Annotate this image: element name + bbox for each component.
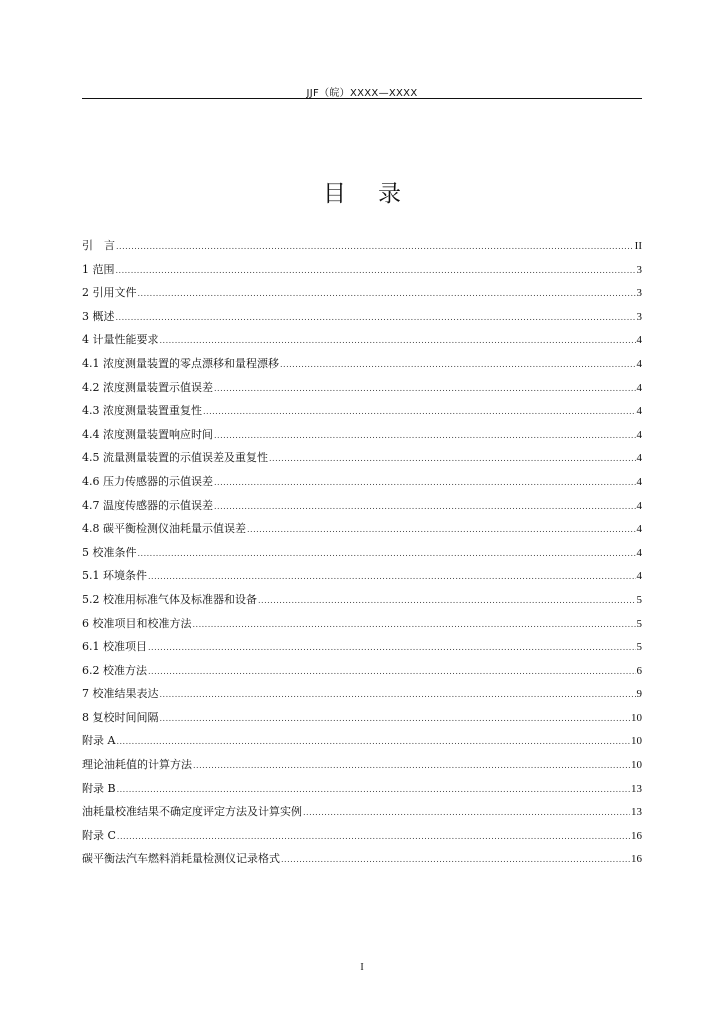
toc-entry-page: 4 <box>636 475 642 488</box>
toc-entry[interactable] <box>82 284 642 308</box>
toc-entry-label: 油耗量校准结果不确定度评定方法及计算实例 <box>82 805 302 819</box>
toc-entry-page: 3 <box>636 310 642 323</box>
toc-entry[interactable] <box>82 402 642 426</box>
toc-entry-page: 10 <box>631 759 642 772</box>
toc-entry-label: 1 范围 <box>82 262 115 276</box>
toc-entry[interactable] <box>82 426 642 450</box>
toc-leader-dots <box>214 427 636 445</box>
toc-entry[interactable] <box>82 497 642 521</box>
toc-leader-dots <box>214 474 636 492</box>
toc-entry-page: 13 <box>631 806 642 819</box>
toc-entry[interactable] <box>82 355 642 379</box>
toc-entry[interactable] <box>82 732 642 756</box>
toc-entry[interactable] <box>82 379 642 403</box>
toc-entry-label: 6.1 校准项目 <box>82 640 147 654</box>
toc-leader-dots <box>138 545 636 563</box>
toc-entry[interactable] <box>82 308 642 332</box>
toc-leader-dots <box>117 781 630 799</box>
toc-leader-dots <box>138 285 636 303</box>
toc-entry-label: 8 复校时间间隔 <box>82 710 159 724</box>
toc-entry[interactable] <box>82 780 642 804</box>
toc-entry-label: 3 概述 <box>82 309 115 323</box>
toc-entry-page: 4 <box>636 546 642 559</box>
toc-entry[interactable] <box>82 544 642 568</box>
toc-entry-page: 9 <box>636 688 642 701</box>
table-of-contents <box>82 237 642 874</box>
toc-entry-label: 4.7 温度传感器的示值误差 <box>82 498 213 512</box>
toc-leader-dots <box>214 498 636 516</box>
toc-entry-label: 7 校准结果表达 <box>82 687 159 701</box>
toc-entry-page: II <box>634 240 642 252</box>
toc-entry[interactable] <box>82 850 642 874</box>
toc-entry-page: 4 <box>636 381 642 394</box>
toc-entry-page: 5 <box>636 617 642 630</box>
toc-leader-dots <box>117 828 630 846</box>
toc-entry-label: 4.2 浓度测量装置示值误差 <box>82 380 213 394</box>
toc-entry-page: 10 <box>631 711 642 724</box>
toc-entry-label: 4.3 浓度测量装置重复性 <box>82 404 202 418</box>
toc-entry-label: 4 计量性能要求 <box>82 333 159 347</box>
toc-leader-dots <box>160 686 636 704</box>
page-title: 目录 <box>323 181 433 207</box>
toc-entry-label: 附录 B <box>82 781 116 795</box>
toc-entry[interactable] <box>82 662 642 686</box>
toc-entry[interactable] <box>82 261 642 285</box>
toc-entry-page: 4 <box>636 357 642 370</box>
toc-leader-dots <box>148 568 636 586</box>
toc-entry[interactable] <box>82 756 642 780</box>
toc-entry-label: 6 校准项目和校准方法 <box>82 616 192 630</box>
toc-entry[interactable] <box>82 449 642 473</box>
toc-entry[interactable] <box>82 591 642 615</box>
toc-entry-label: 4.6 压力传感器的示值误差 <box>82 474 213 488</box>
toc-entry-page: 3 <box>636 287 642 300</box>
toc-entry-page: 6 <box>636 664 642 677</box>
toc-entry-page: 4 <box>636 428 642 441</box>
toc-leader-dots <box>160 332 636 350</box>
toc-leader-dots <box>269 450 636 468</box>
toc-entry-label: 碳平衡法汽车燃料消耗量检测仪记录格式 <box>82 852 280 866</box>
toc-entry-label: 4.1 浓度测量装置的零点漂移和量程漂移 <box>82 356 279 370</box>
page-number: I <box>360 962 364 973</box>
toc-leader-dots <box>214 380 636 398</box>
toc-entry[interactable] <box>82 331 642 355</box>
toc-entry-page: 4 <box>636 499 642 512</box>
toc-entry[interactable] <box>82 638 642 662</box>
toc-leader-dots <box>258 592 636 610</box>
toc-entry-label: 5.2 校准用标准气体及标准器和设备 <box>82 592 257 606</box>
toc-entry[interactable] <box>82 615 642 639</box>
toc-entry-label: 4.5 流量测量装置的示值误差及重复性 <box>82 451 268 465</box>
toc-leader-dots <box>116 733 630 751</box>
toc-entry[interactable] <box>82 473 642 497</box>
toc-leader-dots <box>116 238 634 256</box>
toc-entry-label: 5 校准条件 <box>82 545 137 559</box>
toc-entry-page: 4 <box>636 405 642 418</box>
toc-entry-page: 13 <box>631 782 642 795</box>
toc-entry-label: 5.1 环境条件 <box>82 569 147 583</box>
toc-entry-page: 4 <box>636 334 642 347</box>
toc-entry-page: 5 <box>636 641 642 654</box>
toc-leader-dots <box>193 757 630 775</box>
header-divider <box>82 98 642 99</box>
toc-entry-page: 16 <box>631 853 642 866</box>
toc-leader-dots <box>148 639 636 657</box>
toc-leader-dots <box>193 616 636 634</box>
toc-leader-dots <box>116 262 636 280</box>
document-code-header: JJF（皖）XXXX—XXXX <box>306 88 418 99</box>
toc-entry-page: 4 <box>636 570 642 583</box>
toc-leader-dots <box>160 710 631 728</box>
toc-leader-dots <box>303 804 630 822</box>
toc-entry-page: 4 <box>636 452 642 465</box>
toc-leader-dots <box>148 663 636 681</box>
toc-leader-dots <box>280 356 636 374</box>
toc-entry-label: 4.4 浓度测量装置响应时间 <box>82 427 213 441</box>
toc-entry-label: 2 引用文件 <box>82 286 137 300</box>
toc-entry-label: 6.2 校准方法 <box>82 663 147 677</box>
toc-entry-page: 16 <box>631 829 642 842</box>
toc-entry-label: 附录 C <box>82 828 116 842</box>
toc-leader-dots <box>116 309 636 327</box>
toc-entry-label: 4.8 碳平衡检测仪油耗量示值误差 <box>82 522 246 536</box>
toc-entry-page: 4 <box>636 523 642 536</box>
toc-entry[interactable] <box>82 237 642 261</box>
toc-entry[interactable] <box>82 520 642 544</box>
toc-entry-label: 理论油耗值的计算方法 <box>82 758 192 772</box>
toc-leader-dots <box>203 403 636 421</box>
toc-entry[interactable] <box>82 567 642 591</box>
toc-entry-page: 3 <box>636 263 642 276</box>
toc-entry[interactable] <box>82 709 642 733</box>
toc-entry[interactable] <box>82 803 642 827</box>
toc-entry[interactable] <box>82 827 642 851</box>
toc-entry-label: 引 言 <box>82 239 115 252</box>
toc-entry-page: 10 <box>631 735 642 748</box>
toc-leader-dots <box>281 851 630 869</box>
toc-entry-page: 5 <box>636 593 642 606</box>
toc-leader-dots <box>247 521 636 539</box>
toc-entry[interactable] <box>82 685 642 709</box>
toc-entry-label: 附录 A <box>82 734 116 748</box>
